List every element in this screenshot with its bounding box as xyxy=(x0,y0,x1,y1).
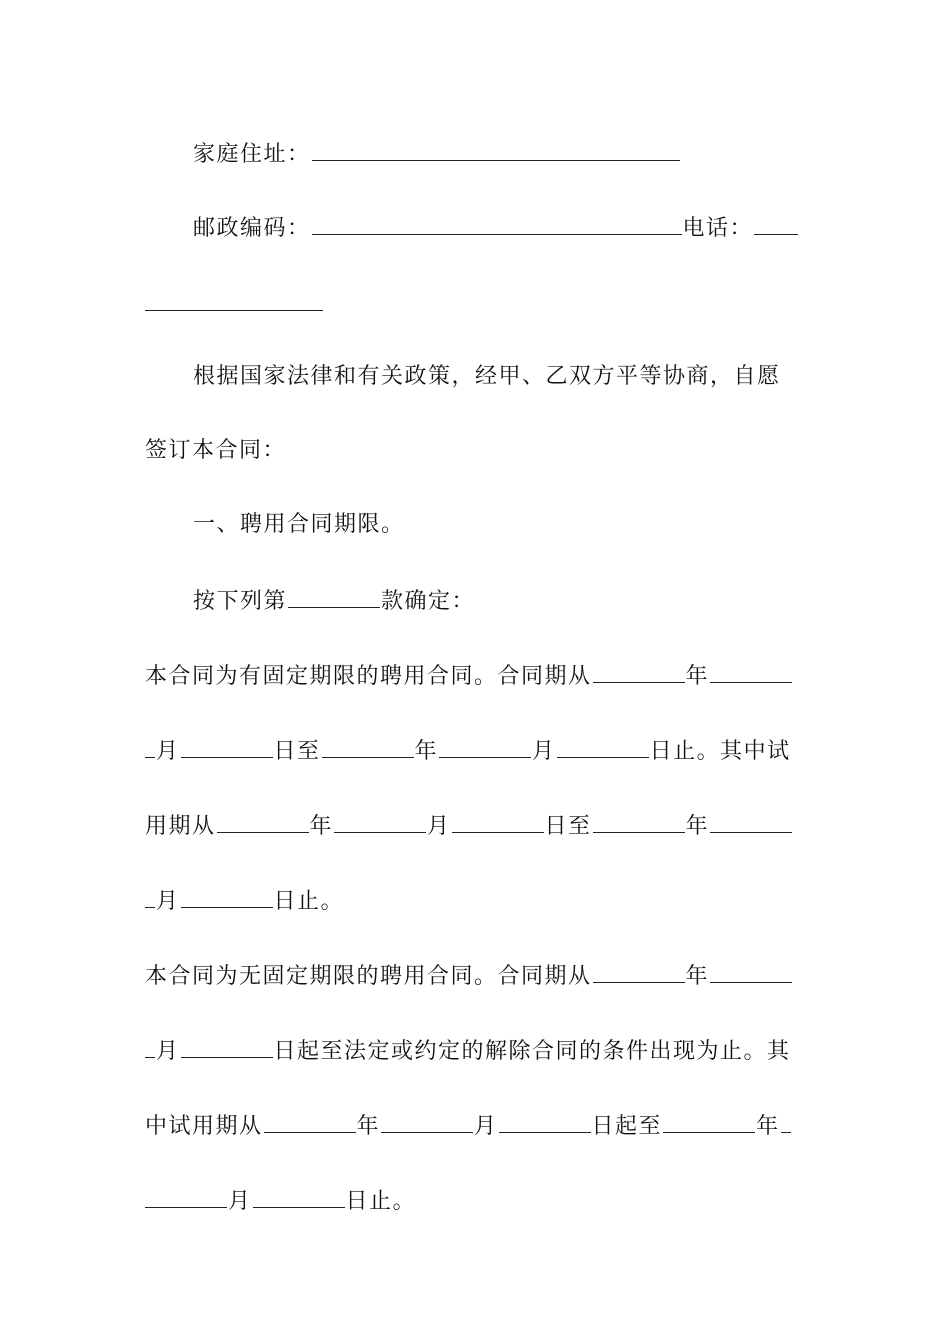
choose-prefix: 按下列第 xyxy=(193,589,288,614)
month-label: 月 xyxy=(156,889,180,914)
year-label: 年 xyxy=(356,1114,381,1139)
blank xyxy=(593,660,685,683)
phone-label: 电话： xyxy=(682,216,754,241)
month-label: 月 xyxy=(427,814,451,839)
month-label: 月 xyxy=(474,1114,498,1139)
open-term-line-3 xyxy=(145,1110,805,1140)
month-label: 月 xyxy=(156,1039,180,1064)
blank xyxy=(452,810,544,833)
blank xyxy=(710,810,792,833)
blank xyxy=(181,735,273,758)
postcode-blank xyxy=(312,212,682,235)
open-term-text: 本合同为无固定期限的聘用合同。合同期从 xyxy=(145,964,592,989)
blank xyxy=(710,960,792,983)
blank xyxy=(253,1185,345,1208)
open-term-line-2 xyxy=(145,1035,805,1065)
address-blank xyxy=(312,138,680,161)
intro-text-1: 根据国家法律和有关政策，经甲、乙双方平等协商，自愿 xyxy=(193,364,781,389)
blank xyxy=(145,1035,155,1058)
blank xyxy=(439,735,531,758)
day-from-to-label: 日起至 xyxy=(591,1114,663,1139)
fixed-term-line-2 xyxy=(145,735,805,765)
blank xyxy=(334,810,426,833)
blank xyxy=(145,735,155,758)
year-label: 年 xyxy=(685,664,710,689)
blank xyxy=(593,810,685,833)
clause-number-blank xyxy=(288,585,380,608)
phone-continuation-line xyxy=(145,288,805,318)
month-label: 月 xyxy=(228,1189,252,1214)
probation-label: 用期从 xyxy=(145,814,216,839)
choose-clause-line xyxy=(145,585,853,615)
year-label: 年 xyxy=(414,739,439,764)
phone-blank-start xyxy=(754,212,798,235)
month-label: 月 xyxy=(156,739,180,764)
open-term-line-4 xyxy=(145,1185,805,1215)
blank xyxy=(181,1035,273,1058)
section1-title-text: 一、聘用合同期限。 xyxy=(193,512,405,537)
blank xyxy=(322,735,414,758)
year-label: 年 xyxy=(756,1114,780,1139)
intro-line-2 xyxy=(145,436,805,466)
section1-title xyxy=(145,510,853,540)
fixed-term-text: 本合同为有固定期限的聘用合同。合同期从 xyxy=(145,664,592,689)
year-label: 年 xyxy=(309,814,334,839)
blank xyxy=(593,960,685,983)
phone-blank-end xyxy=(145,288,323,311)
address-label: 家庭住址： xyxy=(193,142,311,167)
blank xyxy=(663,1110,755,1133)
address-line xyxy=(145,138,853,168)
fixed-term-line-3 xyxy=(145,810,805,840)
blank xyxy=(781,1110,791,1133)
blank xyxy=(381,1110,473,1133)
blank xyxy=(264,1110,356,1133)
blank xyxy=(499,1110,591,1133)
day-end-label: 日止。 xyxy=(273,889,345,914)
open-term-line-1 xyxy=(145,960,805,990)
postcode-phone-line xyxy=(145,212,853,242)
postcode-label: 邮政编码： xyxy=(193,216,311,241)
blank xyxy=(557,735,649,758)
choose-suffix: 款确定： xyxy=(381,589,476,614)
day-end-label: 日止。 xyxy=(345,1189,417,1214)
intro-text-2: 签订本合同： xyxy=(145,438,287,463)
blank xyxy=(217,810,309,833)
fixed-term-line-1 xyxy=(145,660,805,690)
blank xyxy=(181,885,273,908)
fixed-term-line-4 xyxy=(145,885,805,915)
month-label: 月 xyxy=(532,739,556,764)
blank xyxy=(145,885,155,908)
blank xyxy=(145,1185,227,1208)
intro-line-1 xyxy=(145,362,853,392)
blank xyxy=(710,660,792,683)
year-label: 年 xyxy=(685,964,710,989)
probation-label: 中试用期从 xyxy=(145,1114,263,1139)
day-to-label: 日至 xyxy=(273,739,321,764)
day-end-label: 日止。其中试 xyxy=(649,739,791,764)
day-to-label: 日至 xyxy=(544,814,592,839)
year-label: 年 xyxy=(685,814,710,839)
open-term-condition-text: 日起至法定或约定的解除合同的条件出现为止。其 xyxy=(273,1039,791,1064)
